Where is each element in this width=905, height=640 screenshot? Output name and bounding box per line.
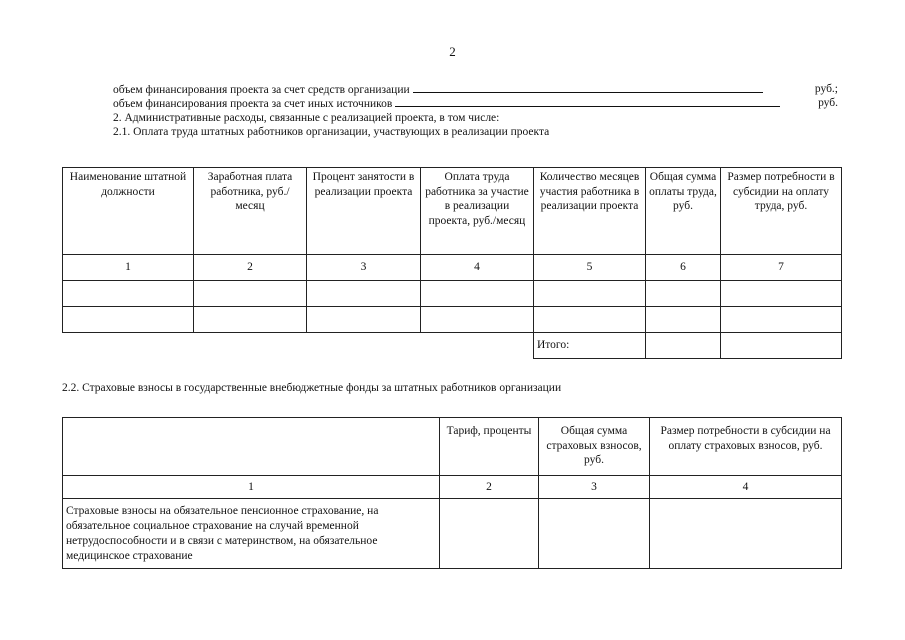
- header-total-pay: Общая сумма оплаты труда, руб.: [646, 168, 721, 255]
- other-sources-label: объем финансирования проекта за счет иных источников: [113, 98, 393, 110]
- insurance-table-header-row: [63, 418, 842, 476]
- table-cell[interactable]: [650, 499, 842, 569]
- header-blank: [63, 418, 440, 476]
- header-employment-percent: Процент занятости в реализации проекта: [307, 168, 421, 255]
- section-2-heading: 2. Административные расходы, связанные с реализацией проекта, в том числе:: [113, 112, 500, 124]
- table-cell[interactable]: [440, 499, 539, 569]
- table-cell[interactable]: [539, 499, 650, 569]
- column-number: 2: [194, 255, 307, 281]
- table-row: [63, 307, 842, 333]
- header-project-pay: Оплата труда работника за участие в реализации проекта, руб./месяц: [421, 168, 534, 255]
- column-number: 3: [539, 476, 650, 499]
- table-cell[interactable]: [534, 307, 646, 333]
- own-funds-field[interactable]: [413, 82, 763, 93]
- column-number: 1: [63, 255, 194, 281]
- column-number: 4: [421, 255, 534, 281]
- total-row: [63, 333, 842, 359]
- other-sources-unit: руб.: [818, 97, 838, 109]
- column-number: 5: [534, 255, 646, 281]
- table-cell[interactable]: [421, 307, 534, 333]
- table-cell[interactable]: [307, 307, 421, 333]
- header-contribution-subsidy: Размер потребности в субсидии на оплату страховых взносов, руб.: [650, 418, 842, 476]
- total-sum-cell[interactable]: [646, 333, 721, 359]
- own-funds-line: [113, 82, 838, 97]
- table-cell[interactable]: [534, 281, 646, 307]
- header-total-contributions: Общая сумма страховых взносов, руб.: [539, 418, 650, 476]
- header-position: Наименование штатной должности: [63, 168, 194, 255]
- column-number: 1: [63, 476, 440, 499]
- header-tariff: Тариф, проценты: [440, 418, 539, 476]
- table-row: [63, 499, 842, 569]
- insurance-row-label: Страховые взносы на обязательное пенсионное страхование, на обязательное социальное страхование на случай временной нетрудоспособности и в связи с материнством, на обязательное медицинское страхование: [63, 499, 440, 569]
- insurance-table: [62, 417, 842, 569]
- section-2-1-heading: 2.1. Оплата труда штатных работников организации, участвующих в реализации проекта: [113, 126, 550, 138]
- table-cell[interactable]: [194, 281, 307, 307]
- other-sources-field[interactable]: [395, 96, 780, 107]
- column-number: 4: [650, 476, 842, 499]
- salary-table-header-row: [63, 168, 842, 255]
- total-subsidy-cell[interactable]: [721, 333, 842, 359]
- table-cell[interactable]: [721, 307, 842, 333]
- page-number: 2: [449, 44, 456, 59]
- table-row: [63, 281, 842, 307]
- header-subsidy-need: Размер потребности в субсидии на оплату труда, руб.: [721, 168, 842, 255]
- total-label: Итого:: [534, 333, 646, 359]
- own-funds-label: объем финансирования проекта за счет средств организации: [113, 84, 410, 96]
- column-number: 2: [440, 476, 539, 499]
- insurance-table-number-row: [63, 476, 842, 499]
- header-months: Количество месяцев участия работника в реализации проекта: [534, 168, 646, 255]
- salary-table-number-row: [63, 255, 842, 281]
- table-cell[interactable]: [194, 307, 307, 333]
- salary-table: [62, 167, 842, 359]
- table-cell[interactable]: [421, 281, 534, 307]
- table-cell[interactable]: [721, 281, 842, 307]
- table-cell[interactable]: [646, 281, 721, 307]
- column-number: 6: [646, 255, 721, 281]
- other-sources-line: [113, 96, 838, 111]
- table-cell[interactable]: [646, 307, 721, 333]
- section-2-2-heading: 2.2. Страховые взносы в государственные внебюджетные фонды за штатных работников организации: [62, 382, 562, 394]
- table-cell[interactable]: [63, 281, 194, 307]
- table-cell[interactable]: [63, 307, 194, 333]
- column-number: 3: [307, 255, 421, 281]
- table-cell[interactable]: [307, 281, 421, 307]
- header-salary: Заработная плата работника, руб./месяц: [194, 168, 307, 255]
- own-funds-unit: руб.;: [814, 83, 838, 95]
- column-number: 7: [721, 255, 842, 281]
